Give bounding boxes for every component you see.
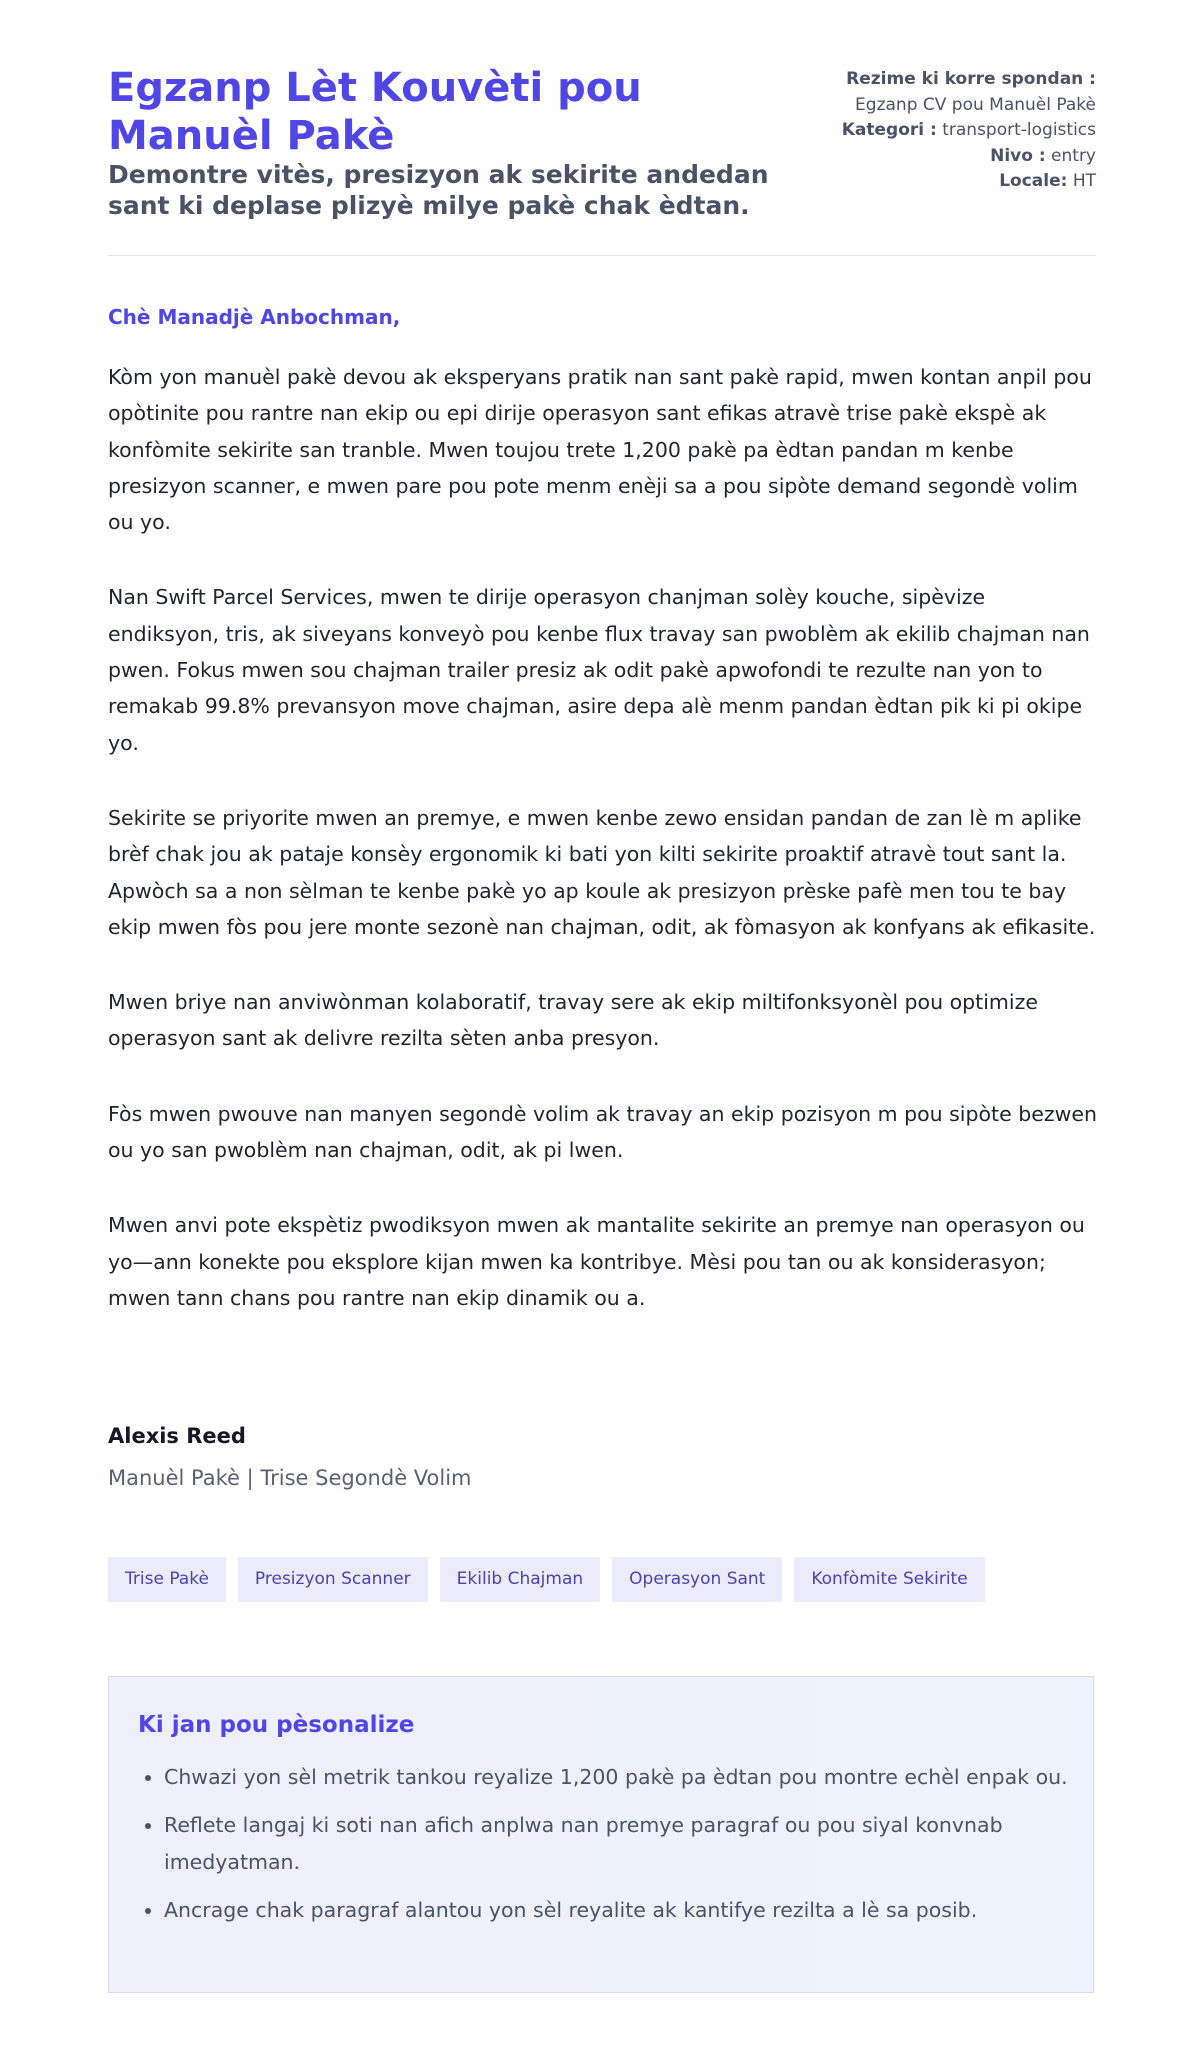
page-subtitle: Demontre vitès, presizyon ak sekirite andedan sant ki deplase plizyè milye pakè chak èdtan.	[108, 160, 769, 220]
skill-tag: Ekilib Chajman	[440, 1557, 601, 1602]
skill-tag: Presizyon Scanner	[238, 1557, 428, 1602]
tips-title: Ki jan pou pèsonalize	[138, 1712, 415, 1738]
letter-body	[108, 359, 1098, 1355]
meta-level-row	[716, 144, 1096, 170]
tip-item: • Reflete langaj ki soti nan afich anplwa nan premye paragraf ou pou siyal konvnab imedyatman.	[164, 1807, 1084, 1880]
meta-category-row	[716, 118, 1096, 144]
meta-block	[716, 67, 1096, 195]
meta-locale-value: HT	[1072, 171, 1096, 191]
customization-tips-box	[108, 1676, 1094, 1993]
letter-paragraph: Nan Swift Parcel Services, mwen te dirije operasyon chanjman solèy kouche, sipèvize endiksyon, tris, ak siveyans konveyò pou kenbe flux travay san pwoblèm ak ekilib chajman nan pwen. Fokus mwen sou chajman trailer presiz ak odit pakè apwofondi te rezulte nan yon to remakab 99.8% prevansyon move chajman, asire depa alè menm pandan èdtan pik ki pi okipe yo.	[108, 585, 1090, 755]
tips-list	[138, 1759, 1084, 1940]
meta-locale-label: Locale:	[999, 171, 1068, 191]
meta-resume-value: Egzanp CV pou Manuèl Pakè	[855, 94, 1096, 115]
letter-paragraph: Mwen briye nan anviwònman kolaboratif, travay sere ak ekip miltifonksyonèl pou optimize operasyon sant ak delivre rezilta sèten anba presyon.	[108, 990, 1038, 1051]
header-divider	[108, 255, 1096, 256]
meta-resume-label-row	[716, 67, 1096, 93]
meta-locale-row	[716, 169, 1096, 195]
letter-paragraph: Sekirite se priyorite mwen an premye, e mwen kenbe zewo ensidan pandan de zan lè m aplike brèf chak jou ak pataje konsèy ergonomik ki bati yon kilti sekirite proaktif atravè tout sant la. Apwòch sa a non sèlman te kenbe pakè yo ap koule ak presizyon prèske pafè men tou te bay ekip mwen fòs pou jere monte sezonè nan chajman, odit, ak fòmasyon ak konfyans ak efikasite.	[108, 805, 1096, 939]
meta-category-label: Kategori :	[841, 120, 937, 140]
tip-item: • Ancrage chak paragraf alantou yon sèl reyalite ak kantifye rezilta a lè sa posib.	[164, 1892, 1084, 1928]
meta-level-value: entry	[1051, 145, 1096, 166]
page-title: Egzanp Lèt Kouvèti pou Manuèl Pakè	[108, 65, 642, 159]
letter-paragraph: Kòm yon manuèl pakè devou ak eksperyans pratik nan sant pakè rapid, mwen kontan anpil pou opòtinite pou rantre nan ekip ou epi dirije operasyon sant efikas atravè trise pakè ekspè ak konfòmite sekirite san tranble. Mwen toujou trete 1,200 pakè pa èdtan pandan m kenbe presizyon scanner, e mwen pare pou pote menm enèji sa a pou sipòte demand segondè volim ou yo.	[108, 365, 1092, 535]
skill-tag: Trise Pakè	[108, 1557, 226, 1602]
skill-tags	[108, 1557, 997, 1602]
salutation: Chè Manadjè Anbochman,	[108, 305, 401, 329]
meta-resume-label: Rezime ki korre spondan :	[846, 69, 1096, 89]
letter-paragraph: Mwen anvi pote ekspètiz pwodiksyon mwen ak mantalite sekirite an premye nan operasyon ou yo—ann konekte pou eksplore kijan mwen ka kontribye. Mèsi pou tan ou ak konsiderasyon; mwen tann chans pou rantre nan ekip dinamik ou a.	[108, 1213, 1085, 1310]
meta-level-label: Nivo :	[990, 145, 1046, 166]
signer-title: Manuèl Pakè | Trise Segondè Volim	[108, 1466, 472, 1490]
meta-category-value: transport-logistics	[942, 120, 1096, 140]
skill-tag: Operasyon Sant	[612, 1557, 782, 1602]
tip-item: • Chwazi yon sèl metrik tankou reyalize 1,200 pakè pa èdtan pou montre echèl enpak ou.	[164, 1759, 1084, 1795]
signer-name: Alexis Reed	[108, 1424, 246, 1448]
letter-paragraph: Fòs mwen pwouve nan manyen segondè volim ak travay an ekip pozisyon m pou sipòte bezwen ou yo san pwoblèm nan chajman, odit, ak pi lwen.	[108, 1101, 1097, 1163]
skill-tag: Konfòmite Sekirite	[794, 1557, 984, 1602]
